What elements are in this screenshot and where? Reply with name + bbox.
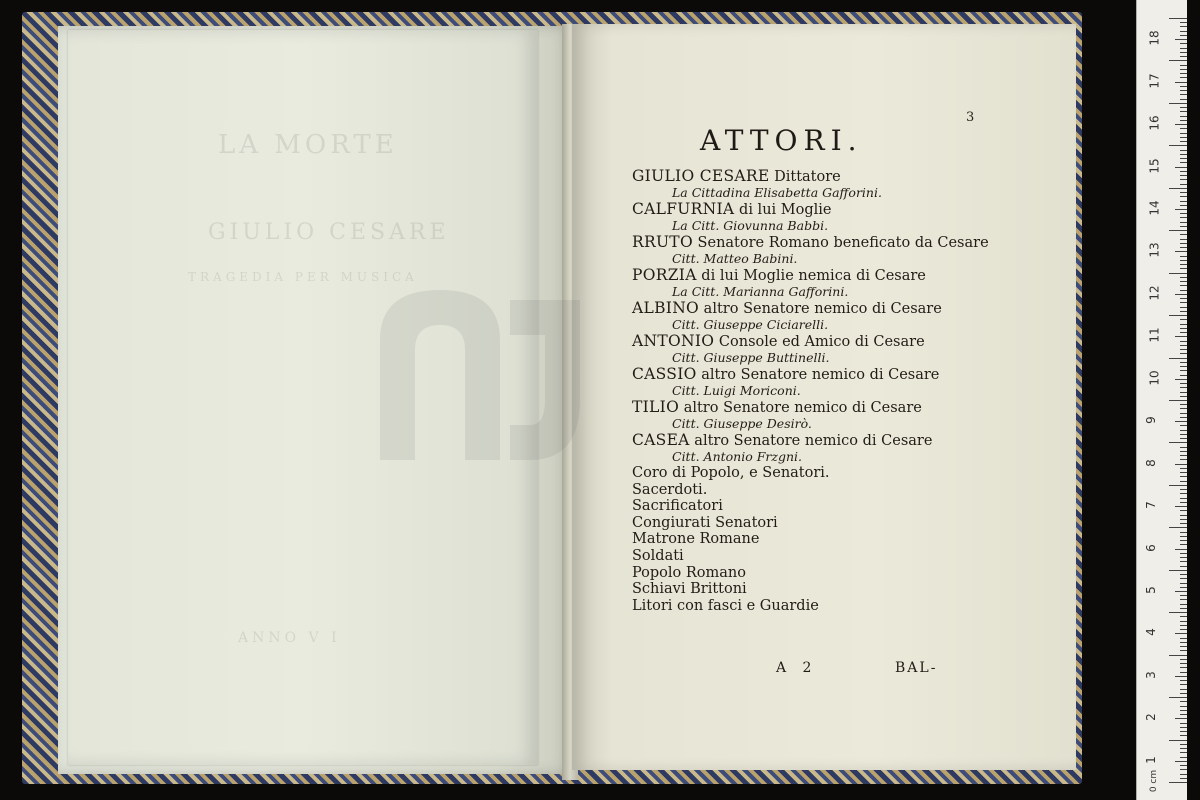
ruler-tick xyxy=(1180,735,1187,736)
role-line xyxy=(632,267,1012,284)
ruler-tick xyxy=(1180,778,1187,779)
ruler-tick xyxy=(1180,425,1187,426)
ruler-label: 17 xyxy=(1147,73,1162,89)
extra-cast-line: Soldati xyxy=(632,547,684,564)
role-line xyxy=(632,234,1012,251)
extra-cast-line: Matrone Romane xyxy=(632,531,760,548)
ruler-tick xyxy=(1180,383,1187,384)
ruler-tick xyxy=(1180,201,1187,202)
ruler-tick xyxy=(1180,536,1187,537)
ruler-tick xyxy=(1175,421,1187,422)
ruler-tick xyxy=(1180,659,1187,660)
ruler-tick xyxy=(1169,230,1187,231)
ruler-tick xyxy=(1180,332,1187,333)
actor-name: Citt. Giuseppe Ciciarelli. xyxy=(672,317,829,332)
ruler-tick xyxy=(1180,595,1187,596)
ruler-tick xyxy=(1180,260,1187,261)
actor-name: Citt. Luigi Moriconi. xyxy=(672,383,801,398)
ruler-tick xyxy=(1180,311,1187,312)
ruler-tick xyxy=(1175,209,1187,210)
catchword: BAL- xyxy=(895,660,938,676)
ruler-tick xyxy=(1169,358,1187,359)
ruler-tick xyxy=(1180,217,1187,218)
ruler-tick xyxy=(1180,353,1187,354)
ruler-tick xyxy=(1180,192,1187,193)
ruler-tick xyxy=(1180,489,1187,490)
ruler-label: 15 xyxy=(1147,157,1162,174)
ruler-tick xyxy=(1180,184,1187,185)
ruler-tick xyxy=(1180,616,1187,617)
ruler-label: 9 xyxy=(1143,416,1158,425)
ruler-tick xyxy=(1180,672,1187,673)
ruler-tick xyxy=(1180,553,1187,554)
ruler-label: 13 xyxy=(1147,242,1162,259)
ruler-tick xyxy=(1180,706,1187,707)
ruler-label: 7 xyxy=(1143,501,1158,509)
ruler-tick xyxy=(1180,519,1187,520)
ruler-tick xyxy=(1169,612,1187,613)
role-description: Dittatore xyxy=(769,169,841,185)
bleed-through-text: TRAGEDIA PER MUSICA xyxy=(188,270,418,284)
ruler-tick xyxy=(1180,481,1187,482)
ruler-tick xyxy=(1180,171,1187,172)
ruler-tick xyxy=(1180,319,1187,320)
cast-entry xyxy=(632,168,1012,201)
cast-entry xyxy=(632,432,1012,465)
cast-list xyxy=(632,168,1012,614)
ruler-tick xyxy=(1180,35,1187,36)
role-name: RRUTO xyxy=(632,233,693,251)
ruler-tick xyxy=(1180,667,1187,668)
ruler-tick xyxy=(1180,111,1187,112)
ruler-label: 16 xyxy=(1147,115,1162,131)
ruler-tick xyxy=(1180,65,1187,66)
ruler-tick xyxy=(1169,400,1187,401)
role-description: altro Senatore nemico di Cesare xyxy=(699,301,942,317)
ruler-tick xyxy=(1169,655,1187,656)
role-description: Senatore Romano beneficato da Cesare xyxy=(692,235,989,251)
ruler-tick xyxy=(1169,188,1187,189)
ruler-tick xyxy=(1180,345,1187,346)
ruler-tick xyxy=(1180,769,1187,770)
ruler-tick xyxy=(1180,727,1187,728)
ruler-tick xyxy=(1175,464,1187,465)
ruler-tick xyxy=(1180,213,1187,214)
ruler-tick xyxy=(1180,417,1187,418)
ruler-tick xyxy=(1180,476,1187,477)
ruler-tick xyxy=(1180,69,1187,70)
actor-name: La Cittadina Elisabetta Gafforini. xyxy=(672,185,882,200)
role-line xyxy=(632,333,1012,350)
ruler-tick xyxy=(1180,179,1187,180)
signature-mark: A 2 xyxy=(776,660,818,676)
ruler-tick xyxy=(1180,158,1187,159)
ruler-tick xyxy=(1180,256,1187,257)
ruler-tick xyxy=(1180,578,1187,579)
ruler-tick xyxy=(1180,544,1187,545)
role-description: di lui Moglie xyxy=(734,202,832,218)
ruler-tick xyxy=(1180,430,1187,431)
cast-entry xyxy=(632,333,1012,366)
ruler-tick xyxy=(1180,638,1187,639)
measurement-ruler xyxy=(1136,0,1187,800)
ruler-tick xyxy=(1180,451,1187,452)
ruler-label: 18 xyxy=(1147,30,1162,46)
ruler-tick xyxy=(1180,73,1187,74)
ruler-tick xyxy=(1175,591,1187,592)
ruler-tick xyxy=(1180,56,1187,57)
ruler-tick xyxy=(1180,438,1187,439)
ruler-tick xyxy=(1180,137,1187,138)
page-number: 3 xyxy=(966,110,975,125)
ruler-tick xyxy=(1180,502,1187,503)
ruler-tick xyxy=(1180,387,1187,388)
role-line xyxy=(632,168,1012,185)
ruler-tick xyxy=(1180,375,1187,376)
ruler-tick xyxy=(1169,103,1187,104)
role-description: Console ed Amico di Cesare xyxy=(714,334,925,350)
role-name: CASSIO xyxy=(632,365,697,383)
ruler-tick xyxy=(1175,379,1187,380)
cast-entry xyxy=(632,201,1012,234)
ruler-tick xyxy=(1180,434,1187,435)
ruler-tick xyxy=(1180,90,1187,91)
role-name: PORZIA xyxy=(632,266,697,284)
ruler-tick xyxy=(1180,349,1187,350)
ruler-tick xyxy=(1180,646,1187,647)
ruler-tick xyxy=(1180,48,1187,49)
extra-cast-line: Litori con fasci e Guardie xyxy=(632,597,819,614)
ruler-tick xyxy=(1180,77,1187,78)
ruler-tick xyxy=(1180,116,1187,117)
ruler-tick xyxy=(1180,99,1187,100)
ruler-tick xyxy=(1180,532,1187,533)
ruler-tick xyxy=(1180,141,1187,142)
actor-name: Citt. Antonio Frzgni. xyxy=(672,449,802,464)
ruler-tick xyxy=(1180,629,1187,630)
ruler-tick xyxy=(1180,107,1187,108)
ruler-tick xyxy=(1169,60,1187,61)
ruler-tick xyxy=(1180,744,1187,745)
ruler-tick xyxy=(1180,268,1187,269)
cast-entry xyxy=(632,366,1012,399)
ruler-tick xyxy=(1180,302,1187,303)
ruler-tick xyxy=(1180,459,1187,460)
ruler-tick xyxy=(1180,587,1187,588)
ruler-label: 1 xyxy=(1143,755,1158,764)
ruler-tick xyxy=(1175,718,1187,719)
ruler-tick xyxy=(1180,175,1187,176)
ruler-tick xyxy=(1180,366,1187,367)
ruler-tick xyxy=(1180,455,1187,456)
ruler-tick xyxy=(1180,222,1187,223)
ruler-tick xyxy=(1175,506,1187,507)
ruler-tick xyxy=(1180,604,1187,605)
ruler-tick xyxy=(1180,328,1187,329)
ruler-tick xyxy=(1180,472,1187,473)
ruler-tick xyxy=(1180,362,1187,363)
ruler-tick xyxy=(1175,82,1187,83)
ruler-tick xyxy=(1180,404,1187,405)
ruler-tick xyxy=(1180,625,1187,626)
ruler-tick xyxy=(1180,290,1187,291)
role-name: CASEA xyxy=(632,431,690,449)
ruler-tick xyxy=(1180,239,1187,240)
ruler-tick xyxy=(1180,765,1187,766)
ruler-tick xyxy=(1169,697,1187,698)
ruler-tick xyxy=(1180,714,1187,715)
ruler-tick xyxy=(1175,633,1187,634)
extra-cast-line: Schiavi Brittoni xyxy=(632,581,747,598)
role-name: GIULIO CESARE xyxy=(632,167,770,185)
bleed-through-text: ANNO V I xyxy=(238,630,341,646)
role-name: CALFURNIA xyxy=(632,200,735,218)
ruler-tick xyxy=(1180,120,1187,121)
role-description: altro Senatore nemico di Cesare xyxy=(689,433,933,449)
ruler-tick xyxy=(1180,650,1187,651)
ruler-tick xyxy=(1180,307,1187,308)
ruler-tick xyxy=(1180,285,1187,286)
ruler-tick xyxy=(1180,162,1187,163)
ruler-tick xyxy=(1180,608,1187,609)
ruler-tick xyxy=(1180,468,1187,469)
cast-entry xyxy=(632,267,1012,300)
ruler-tick xyxy=(1180,86,1187,87)
ruler-tick xyxy=(1175,294,1187,295)
actor-name: La Citt. Giovunna Babbi. xyxy=(672,218,829,233)
ruler-tick xyxy=(1180,413,1187,414)
ruler-tick xyxy=(1180,701,1187,702)
ruler-tick xyxy=(1175,251,1187,252)
ruler-label: 4 xyxy=(1143,628,1158,637)
ruler-tick xyxy=(1180,133,1187,134)
ruler-tick xyxy=(1175,761,1187,762)
ruler-tick xyxy=(1180,43,1187,44)
page-title: ATTORI. xyxy=(700,124,863,157)
extra-cast-line: Sacrificatori xyxy=(632,498,723,515)
ruler-tick xyxy=(1180,748,1187,749)
ruler-tick xyxy=(1180,226,1187,227)
ruler-tick xyxy=(1180,196,1187,197)
ruler-tick xyxy=(1180,243,1187,244)
ruler-tick xyxy=(1180,52,1187,53)
ruler-tick xyxy=(1180,247,1187,248)
actor-name: Citt. Giuseppe Buttinelli. xyxy=(672,350,830,365)
ruler-tick xyxy=(1180,752,1187,753)
ruler-label: 6 xyxy=(1143,543,1158,552)
ruler-tick xyxy=(1169,18,1187,19)
role-line xyxy=(632,399,1012,416)
ruler-tick xyxy=(1180,510,1187,511)
watermark-logo xyxy=(370,280,590,470)
ruler-tick xyxy=(1180,723,1187,724)
ruler-label: 8 xyxy=(1143,458,1158,467)
ruler-tick xyxy=(1180,234,1187,235)
ruler-label: 14 xyxy=(1147,200,1162,216)
extra-cast-line: Congiurati Senatori xyxy=(632,514,778,531)
role-description: di lui Moglie nemica di Cesare xyxy=(696,268,926,284)
ruler-tick xyxy=(1180,408,1187,409)
ruler-unit: 0 cm xyxy=(1149,769,1160,793)
ruler-tick xyxy=(1180,684,1187,685)
ruler-tick xyxy=(1175,124,1187,125)
ruler-tick xyxy=(1180,205,1187,206)
ruler-tick xyxy=(1169,485,1187,486)
ruler-tick xyxy=(1180,493,1187,494)
ruler-label: 10 xyxy=(1147,370,1162,386)
actor-name: Citt. Matteo Babini. xyxy=(672,251,798,266)
ruler-tick xyxy=(1180,523,1187,524)
ruler-tick xyxy=(1180,757,1187,758)
ruler-tick xyxy=(1180,663,1187,664)
ruler-tick xyxy=(1180,31,1187,32)
bleed-through-text: LA MORTE xyxy=(218,130,398,160)
ruler-tick xyxy=(1180,540,1187,541)
role-line xyxy=(632,432,1012,449)
ruler-tick xyxy=(1180,710,1187,711)
ruler-tick xyxy=(1169,782,1187,783)
ruler-tick xyxy=(1180,94,1187,95)
ruler-tick xyxy=(1169,442,1187,443)
cast-entry xyxy=(632,234,1012,267)
ruler-tick xyxy=(1169,570,1187,571)
role-name: TILIO xyxy=(632,398,680,416)
ruler-tick xyxy=(1180,574,1187,575)
ruler-tick xyxy=(1180,392,1187,393)
ruler-tick xyxy=(1180,281,1187,282)
ruler-tick xyxy=(1180,689,1187,690)
ruler-tick xyxy=(1180,264,1187,265)
ruler-tick xyxy=(1180,298,1187,299)
ruler-tick xyxy=(1180,566,1187,567)
ruler-tick xyxy=(1180,515,1187,516)
role-description: altro Senatore nemico di Cesare xyxy=(696,367,940,383)
role-name: ALBINO xyxy=(632,299,700,317)
ruler-tick xyxy=(1180,680,1187,681)
ruler-tick xyxy=(1180,693,1187,694)
ruler-tick xyxy=(1180,324,1187,325)
ruler-tick xyxy=(1180,341,1187,342)
ruler-tick xyxy=(1180,128,1187,129)
ruler-tick xyxy=(1175,336,1187,337)
role-description: altro Senatore nemico di Cesare xyxy=(679,400,922,416)
ruler-tick xyxy=(1180,557,1187,558)
ruler-tick xyxy=(1175,167,1187,168)
ruler-tick xyxy=(1180,396,1187,397)
ruler-tick xyxy=(1180,774,1187,775)
ruler-tick xyxy=(1180,498,1187,499)
ruler-tick xyxy=(1180,277,1187,278)
role-line xyxy=(632,366,1012,383)
bleed-through-text: GIULIO CESARE xyxy=(208,220,450,245)
ruler-label: 5 xyxy=(1143,586,1158,594)
ruler-tick xyxy=(1169,527,1187,528)
ruler-tick xyxy=(1175,676,1187,677)
actor-name: Citt. Giuseppe Desirò. xyxy=(672,416,812,431)
ruler-label: 2 xyxy=(1143,713,1158,722)
ruler-tick xyxy=(1169,273,1187,274)
ruler-tick xyxy=(1175,549,1187,550)
role-name: ANTONIO xyxy=(632,332,715,350)
ruler-tick xyxy=(1180,621,1187,622)
ruler-tick xyxy=(1180,583,1187,584)
ruler-tick xyxy=(1180,26,1187,27)
ruler-label: 11 xyxy=(1147,327,1162,343)
role-line xyxy=(632,201,1012,218)
cast-entry xyxy=(632,399,1012,432)
ruler-tick xyxy=(1180,447,1187,448)
ruler-tick xyxy=(1169,740,1187,741)
ruler-tick xyxy=(1169,145,1187,146)
extra-cast-line: Coro di Popolo, e Senatori. xyxy=(632,465,830,481)
ruler-label: 12 xyxy=(1147,285,1162,301)
ruler-tick xyxy=(1180,731,1187,732)
ruler-tick xyxy=(1180,599,1187,600)
ruler-tick xyxy=(1180,561,1187,562)
ruler-tick xyxy=(1180,154,1187,155)
ruler-tick xyxy=(1180,370,1187,371)
ruler-tick xyxy=(1175,39,1187,40)
ruler-tick xyxy=(1180,150,1187,151)
actor-name: La Citt. Marianna Gafforini. xyxy=(672,284,849,299)
extra-cast-line: Popolo Romano xyxy=(632,564,746,581)
cast-entry xyxy=(632,300,1012,333)
extra-cast-line: Sacerdoti. xyxy=(632,481,708,498)
ruler-tick xyxy=(1180,642,1187,643)
ruler-tick xyxy=(1180,22,1187,23)
ruler-label: 3 xyxy=(1143,671,1158,679)
role-line xyxy=(632,300,1012,317)
ruler-tick xyxy=(1169,315,1187,316)
